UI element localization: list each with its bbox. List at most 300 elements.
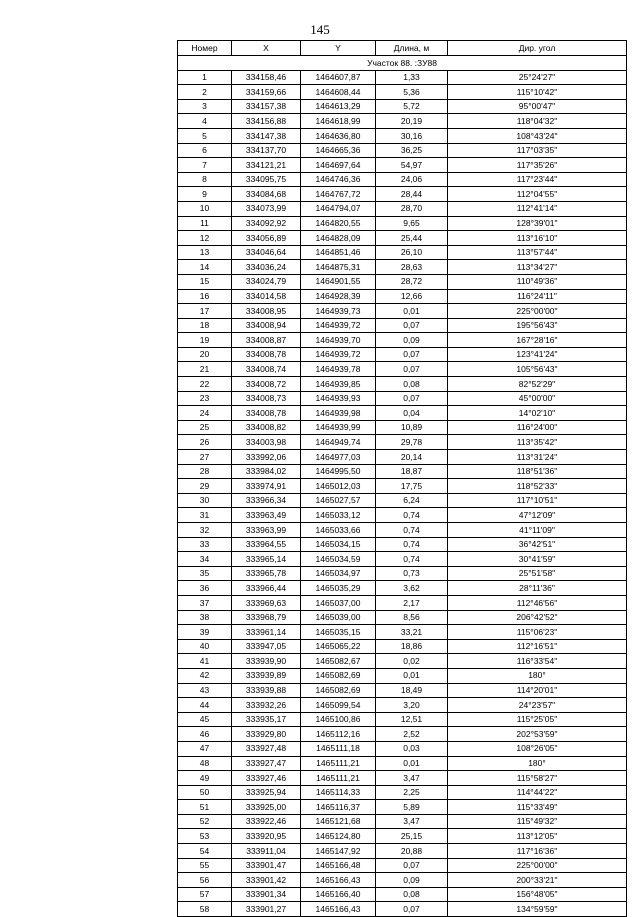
table-row: [178, 566, 627, 581]
cell-x: 333939,89: [232, 668, 301, 683]
cell-x: 333901,27: [232, 902, 301, 917]
cell-length: 33,21: [376, 625, 448, 640]
cell-x: 334084,68: [232, 187, 301, 202]
cell-y: 1464939,99: [301, 420, 376, 435]
table-row: [178, 887, 627, 902]
cell-number: 22: [178, 377, 232, 392]
table-row: [178, 128, 627, 143]
cell-number: 18: [178, 318, 232, 333]
cell-direction-angle: 41°11'09": [448, 523, 627, 538]
cell-y: 1465116,37: [301, 800, 376, 815]
cell-length: 0,07: [376, 391, 448, 406]
cell-number: 38: [178, 610, 232, 625]
cell-y: 1465082,69: [301, 683, 376, 698]
cell-length: 5,89: [376, 800, 448, 815]
table-header-row: [178, 41, 627, 56]
cell-direction-angle: 95°00'47": [448, 99, 627, 114]
cell-length: 0,07: [376, 318, 448, 333]
cell-number: 26: [178, 435, 232, 450]
cell-length: 20,14: [376, 450, 448, 465]
cell-direction-angle: 225°00'00": [448, 304, 627, 319]
cell-y: 1464939,70: [301, 333, 376, 348]
cell-direction-angle: 180°: [448, 756, 627, 771]
cell-x: 334036,24: [232, 260, 301, 275]
cell-x: 333939,88: [232, 683, 301, 698]
cell-y: 1465114,33: [301, 785, 376, 800]
table-row: [178, 493, 627, 508]
cell-number: 2: [178, 85, 232, 100]
cell-x: 334092,92: [232, 216, 301, 231]
cell-number: 39: [178, 625, 232, 640]
cell-x: 334157,38: [232, 99, 301, 114]
cell-y: 1465027,57: [301, 493, 376, 508]
cell-direction-angle: 116°33'54": [448, 654, 627, 669]
cell-x: 334008,94: [232, 318, 301, 333]
cell-y: 1465033,12: [301, 508, 376, 523]
cell-x: 333963,49: [232, 508, 301, 523]
table-row: [178, 610, 627, 625]
table-row: [178, 829, 627, 844]
cell-number: 46: [178, 727, 232, 742]
table-row: [178, 873, 627, 888]
cell-number: 17: [178, 304, 232, 319]
cell-number: 37: [178, 595, 232, 610]
cell-direction-angle: 82°52'29": [448, 377, 627, 392]
table-row: [178, 625, 627, 640]
cell-y: 1465124,80: [301, 829, 376, 844]
cell-direction-angle: 45°00'00": [448, 391, 627, 406]
cell-direction-angle: 134°59'59": [448, 902, 627, 917]
cell-x: 333927,48: [232, 741, 301, 756]
cell-x: 334008,78: [232, 347, 301, 362]
cell-direction-angle: 123°41'24": [448, 347, 627, 362]
cell-length: 0,04: [376, 406, 448, 421]
cell-number: 36: [178, 581, 232, 596]
cell-y: 1465166,48: [301, 858, 376, 873]
cell-length: 0,73: [376, 566, 448, 581]
table-row: [178, 216, 627, 231]
cell-number: 40: [178, 639, 232, 654]
table-row: [178, 902, 627, 917]
header-number: Номер: [178, 41, 232, 56]
cell-y: 1465082,67: [301, 654, 376, 669]
cell-y: 1465121,68: [301, 814, 376, 829]
cell-y: 1465100,86: [301, 712, 376, 727]
cell-x: 333969,63: [232, 595, 301, 610]
cell-length: 2,25: [376, 785, 448, 800]
cell-x: 334073,99: [232, 201, 301, 216]
cell-number: 7: [178, 158, 232, 173]
cell-direction-angle: 113°12'05": [448, 829, 627, 844]
cell-length: 12,66: [376, 289, 448, 304]
cell-direction-angle: 28°11'36": [448, 581, 627, 596]
cell-y: 1464608,44: [301, 85, 376, 100]
cell-direction-angle: 115°33'49": [448, 800, 627, 815]
cell-number: 49: [178, 771, 232, 786]
cell-length: 28,70: [376, 201, 448, 216]
cell-x: 334008,74: [232, 362, 301, 377]
cell-length: 0,74: [376, 508, 448, 523]
cell-y: 1464939,72: [301, 347, 376, 362]
cell-number: 52: [178, 814, 232, 829]
table-row: [178, 99, 627, 114]
cell-length: 36,25: [376, 143, 448, 158]
cell-x: 333964,55: [232, 537, 301, 552]
cell-direction-angle: 14°02'10": [448, 406, 627, 421]
cell-direction-angle: 112°41'14": [448, 201, 627, 216]
cell-y: 1465111,18: [301, 741, 376, 756]
cell-y: 1465082,69: [301, 668, 376, 683]
cell-direction-angle: 113°34'27": [448, 260, 627, 275]
table-row: [178, 420, 627, 435]
cell-y: 1465166,43: [301, 873, 376, 888]
table-row: [178, 450, 627, 465]
header-length: Длина, м: [376, 41, 448, 56]
cell-y: 1465034,59: [301, 552, 376, 567]
table-row: [178, 143, 627, 158]
cell-x: 334008,72: [232, 377, 301, 392]
section-title-row: [178, 56, 627, 71]
cell-y: 1464939,73: [301, 304, 376, 319]
cell-length: 0,74: [376, 537, 448, 552]
cell-x: 334137,70: [232, 143, 301, 158]
cell-x: 334008,95: [232, 304, 301, 319]
cell-number: 24: [178, 406, 232, 421]
table-row: [178, 479, 627, 494]
cell-direction-angle: 202°53'59": [448, 727, 627, 742]
cell-y: 1464851,46: [301, 245, 376, 260]
cell-x: 333901,42: [232, 873, 301, 888]
cell-length: 3,47: [376, 771, 448, 786]
table-row: [178, 318, 627, 333]
cell-x: 334024,79: [232, 274, 301, 289]
cell-length: 2,52: [376, 727, 448, 742]
cell-length: 2,17: [376, 595, 448, 610]
cell-length: 0,01: [376, 304, 448, 319]
table-body: [178, 56, 627, 917]
cell-direction-angle: 116°24'00": [448, 420, 627, 435]
table-row: [178, 858, 627, 873]
cell-direction-angle: 156°48'05": [448, 887, 627, 902]
cell-length: 54,97: [376, 158, 448, 173]
cell-direction-angle: 114°44'22": [448, 785, 627, 800]
table-row: [178, 756, 627, 771]
cell-direction-angle: 118°52'33": [448, 479, 627, 494]
cell-number: 12: [178, 231, 232, 246]
cell-direction-angle: 47°12'09": [448, 508, 627, 523]
cell-length: 3,20: [376, 698, 448, 713]
cell-length: 0,02: [376, 654, 448, 669]
cell-direction-angle: 108°43'24": [448, 128, 627, 143]
cell-number: 28: [178, 464, 232, 479]
cell-y: 1464977,03: [301, 450, 376, 465]
table-row: [178, 245, 627, 260]
cell-x: 333966,44: [232, 581, 301, 596]
cell-direction-angle: 117°23'44": [448, 172, 627, 187]
cell-number: 50: [178, 785, 232, 800]
cell-x: 333968,79: [232, 610, 301, 625]
table-row: [178, 435, 627, 450]
table-row: [178, 201, 627, 216]
cell-y: 1464820,55: [301, 216, 376, 231]
cell-y: 1464794,07: [301, 201, 376, 216]
cell-x: 334008,78: [232, 406, 301, 421]
cell-x: 333966,34: [232, 493, 301, 508]
table-row: [178, 668, 627, 683]
table-row: [178, 523, 627, 538]
cell-y: 1465039,00: [301, 610, 376, 625]
cell-length: 0,09: [376, 873, 448, 888]
table-row: [178, 741, 627, 756]
cell-direction-angle: 115°10'42": [448, 85, 627, 100]
cell-length: 3,62: [376, 581, 448, 596]
cell-y: 1464901,55: [301, 274, 376, 289]
cell-length: 0,08: [376, 887, 448, 902]
cell-number: 14: [178, 260, 232, 275]
cell-length: 28,72: [376, 274, 448, 289]
cell-x: 333901,34: [232, 887, 301, 902]
table-row: [178, 362, 627, 377]
table-row: [178, 231, 627, 246]
cell-y: 1464939,93: [301, 391, 376, 406]
cell-number: 35: [178, 566, 232, 581]
cell-y: 1464618,99: [301, 114, 376, 129]
cell-direction-angle: 195°56'43": [448, 318, 627, 333]
cell-number: 56: [178, 873, 232, 888]
cell-y: 1465037,00: [301, 595, 376, 610]
cell-x: 333911,04: [232, 844, 301, 859]
cell-y: 1464939,98: [301, 406, 376, 421]
cell-number: 4: [178, 114, 232, 129]
cell-direction-angle: 115°06'23": [448, 625, 627, 640]
table-row: [178, 333, 627, 348]
cell-y: 1465111,21: [301, 756, 376, 771]
cell-number: 21: [178, 362, 232, 377]
cell-number: 53: [178, 829, 232, 844]
cell-length: 29,78: [376, 435, 448, 450]
cell-x: 334159,66: [232, 85, 301, 100]
table-row: [178, 114, 627, 129]
cell-direction-angle: 114°20'01": [448, 683, 627, 698]
table-row: [178, 304, 627, 319]
cell-number: 3: [178, 99, 232, 114]
table-row: [178, 654, 627, 669]
section-title: Участок 88. :ЗУ88: [178, 56, 627, 71]
cell-x: 334147,38: [232, 128, 301, 143]
cell-y: 1464697,64: [301, 158, 376, 173]
cell-length: 28,44: [376, 187, 448, 202]
table-row: [178, 785, 627, 800]
cell-x: 334158,46: [232, 70, 301, 85]
cell-direction-angle: 113°35'42": [448, 435, 627, 450]
cell-length: 6,24: [376, 493, 448, 508]
cell-y: 1465035,15: [301, 625, 376, 640]
cell-y: 1464928,39: [301, 289, 376, 304]
cell-number: 29: [178, 479, 232, 494]
header-direction-angle: Дир. угол: [448, 41, 627, 56]
cell-x: 333947,05: [232, 639, 301, 654]
cell-direction-angle: 115°25'05": [448, 712, 627, 727]
cell-direction-angle: 25°24'27": [448, 70, 627, 85]
cell-x: 334008,87: [232, 333, 301, 348]
cell-x: 334056,89: [232, 231, 301, 246]
cell-direction-angle: 113°16'10": [448, 231, 627, 246]
cell-number: 8: [178, 172, 232, 187]
cell-direction-angle: 117°10'51": [448, 493, 627, 508]
cell-length: 0,09: [376, 333, 448, 348]
table-row: [178, 508, 627, 523]
cell-length: 18,49: [376, 683, 448, 698]
table-row: [178, 800, 627, 815]
cell-length: 24,06: [376, 172, 448, 187]
cell-direction-angle: 36°42'51": [448, 537, 627, 552]
cell-y: 1465034,15: [301, 537, 376, 552]
cell-y: 1464995,50: [301, 464, 376, 479]
cell-y: 1464636,80: [301, 128, 376, 143]
cell-x: 334121,21: [232, 158, 301, 173]
cell-length: 0,01: [376, 668, 448, 683]
table-row: [178, 639, 627, 654]
cell-x: 333965,14: [232, 552, 301, 567]
cell-length: 25,15: [376, 829, 448, 844]
cell-y: 1464939,85: [301, 377, 376, 392]
cell-direction-angle: 115°49'32": [448, 814, 627, 829]
table-row: [178, 406, 627, 421]
cell-x: 334003,98: [232, 435, 301, 450]
cell-x: 333984,02: [232, 464, 301, 479]
table-row: [178, 552, 627, 567]
cell-x: 334095,75: [232, 172, 301, 187]
table-row: [178, 260, 627, 275]
cell-y: 1464939,78: [301, 362, 376, 377]
cell-direction-angle: 115°58'27": [448, 771, 627, 786]
table-row: [178, 274, 627, 289]
cell-direction-angle: 113°57'44": [448, 245, 627, 260]
cell-y: 1464607,87: [301, 70, 376, 85]
cell-x: 333961,14: [232, 625, 301, 640]
table-row: [178, 712, 627, 727]
cell-x: 333974,91: [232, 479, 301, 494]
cell-length: 0,08: [376, 377, 448, 392]
cell-direction-angle: 128°39'01": [448, 216, 627, 231]
cell-number: 43: [178, 683, 232, 698]
cell-y: 1464665,36: [301, 143, 376, 158]
cell-x: 333927,46: [232, 771, 301, 786]
cell-x: 333929,80: [232, 727, 301, 742]
cell-y: 1464828,09: [301, 231, 376, 246]
table-row: [178, 70, 627, 85]
cell-direction-angle: 225°00'00": [448, 858, 627, 873]
cell-direction-angle: 200°33'21": [448, 873, 627, 888]
cell-direction-angle: 117°16'36": [448, 844, 627, 859]
table-row: [178, 595, 627, 610]
cell-x: 333963,99: [232, 523, 301, 538]
cell-length: 30,16: [376, 128, 448, 143]
cell-number: 31: [178, 508, 232, 523]
cell-number: 19: [178, 333, 232, 348]
table-row: [178, 698, 627, 713]
cell-x: 333901,47: [232, 858, 301, 873]
cell-number: 34: [178, 552, 232, 567]
cell-y: 1464875,31: [301, 260, 376, 275]
cell-x: 334008,73: [232, 391, 301, 406]
table-row: [178, 844, 627, 859]
cell-x: 334014,58: [232, 289, 301, 304]
cell-number: 32: [178, 523, 232, 538]
cell-y: 1464613,29: [301, 99, 376, 114]
cell-y: 1465034,97: [301, 566, 376, 581]
table-row: [178, 289, 627, 304]
cell-length: 10,89: [376, 420, 448, 435]
cell-number: 42: [178, 668, 232, 683]
cell-length: 0,74: [376, 552, 448, 567]
cell-length: 0,03: [376, 741, 448, 756]
cell-x: 333925,94: [232, 785, 301, 800]
cell-direction-angle: 180°: [448, 668, 627, 683]
cell-y: 1465035,29: [301, 581, 376, 596]
header-y: Y: [301, 41, 376, 56]
table-row: [178, 187, 627, 202]
table-row: [178, 464, 627, 479]
cell-length: 12,51: [376, 712, 448, 727]
cell-direction-angle: 116°24'11": [448, 289, 627, 304]
cell-x: 333935,17: [232, 712, 301, 727]
cell-number: 16: [178, 289, 232, 304]
cell-x: 333920,95: [232, 829, 301, 844]
cell-direction-angle: 118°04'32": [448, 114, 627, 129]
cell-length: 17,75: [376, 479, 448, 494]
cell-length: 25,44: [376, 231, 448, 246]
cell-direction-angle: 30°41'59": [448, 552, 627, 567]
cell-number: 33: [178, 537, 232, 552]
cell-number: 54: [178, 844, 232, 859]
cell-x: 333939,90: [232, 654, 301, 669]
cell-y: 1464939,72: [301, 318, 376, 333]
cell-direction-angle: 113°31'24": [448, 450, 627, 465]
cell-number: 5: [178, 128, 232, 143]
cell-x: 334008,82: [232, 420, 301, 435]
cell-number: 57: [178, 887, 232, 902]
cell-y: 1465166,43: [301, 902, 376, 917]
cell-y: 1465033,66: [301, 523, 376, 538]
cell-length: 28,63: [376, 260, 448, 275]
cell-direction-angle: 108°26'05": [448, 741, 627, 756]
cell-direction-angle: 117°03'35": [448, 143, 627, 158]
cell-length: 0,07: [376, 347, 448, 362]
cell-y: 1465099,54: [301, 698, 376, 713]
cell-direction-angle: 105°56'43": [448, 362, 627, 377]
table-row: [178, 537, 627, 552]
cell-number: 1: [178, 70, 232, 85]
cell-direction-angle: 110°49'36": [448, 274, 627, 289]
cell-direction-angle: 167°28'16": [448, 333, 627, 348]
table-row: [178, 581, 627, 596]
cell-y: 1465111,21: [301, 771, 376, 786]
cell-x: 334046,64: [232, 245, 301, 260]
cell-number: 47: [178, 741, 232, 756]
cell-number: 27: [178, 450, 232, 465]
cell-number: 48: [178, 756, 232, 771]
cell-length: 0,07: [376, 902, 448, 917]
cell-length: 26,10: [376, 245, 448, 260]
coordinates-table: [177, 40, 627, 917]
cell-direction-angle: 118°51'36": [448, 464, 627, 479]
cell-x: 333965,78: [232, 566, 301, 581]
cell-length: 0,74: [376, 523, 448, 538]
cell-direction-angle: 112°16'51": [448, 639, 627, 654]
cell-y: 1465112,16: [301, 727, 376, 742]
table-row: [178, 85, 627, 100]
